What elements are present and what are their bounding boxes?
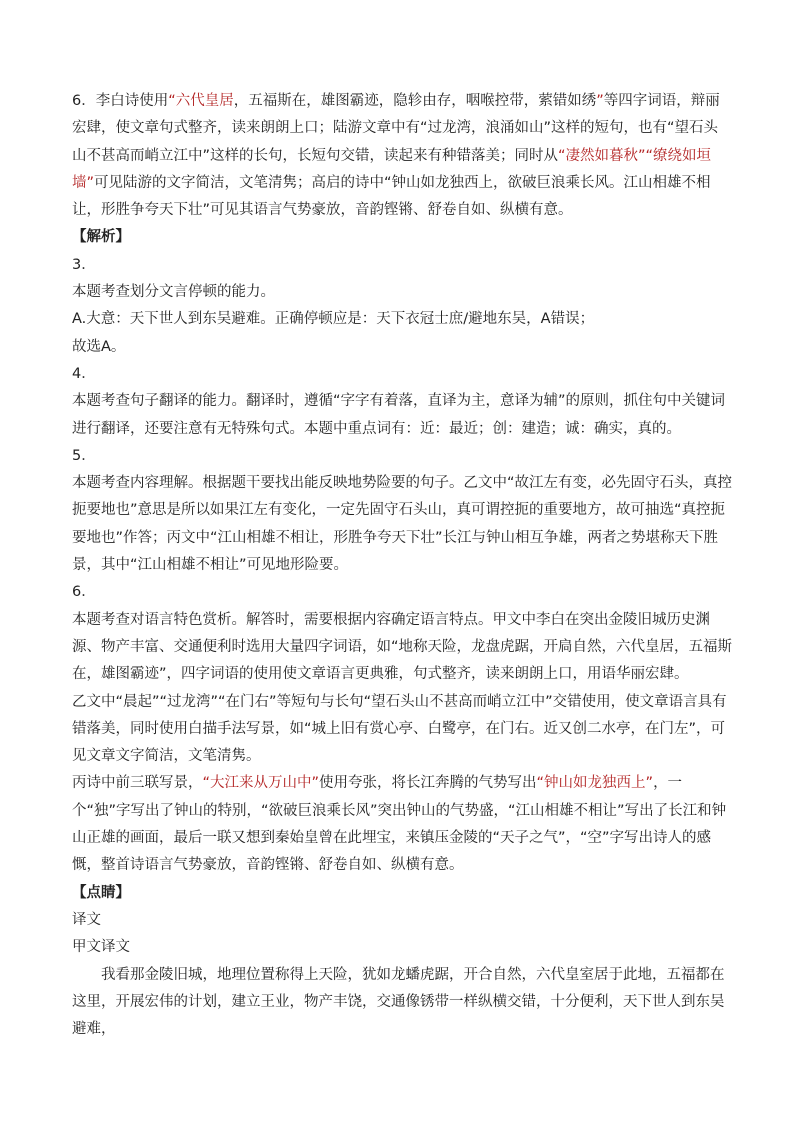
q6-summary-text: 6．李白诗使用 [72, 93, 169, 109]
q6-summary-paragraph [72, 88, 732, 224]
q3-line: 本题考查划分文言停顿的能力。 [72, 284, 275, 301]
translation-text: 我看那金陵旧城，地理位置称得上天险，犹如龙蟠虎踞，开合自然，六代皇室居于此地，五福都在这里，开展宏伟的计划，建立王业，物产丰饶，交通像锈带一样纵横交错，十分便利，天下世人到东吴避难， [72, 966, 725, 1038]
q6-p3-text: 丙诗中前三联写景， [72, 775, 203, 792]
q6-paragraph-2: 乙文中“晨起”“过龙湾”“在门右”等短句与长句“望石头山不甚高而峭立江中”交错使用，使文章语言具有错落美，同时使用白描手法写景，如“城上旧有赏心亭、白鹭亭，在门右。近又创二水亭，在门左”，可见文章文字简洁，文笔清隽。 [72, 693, 727, 765]
analysis-heading: 【解析】 [72, 229, 130, 246]
q3-line: 故选A。 [72, 338, 126, 355]
q5-number: 5． [72, 447, 96, 464]
q6-summary-quote: “凄然如暮秋”“缭绕如垣墙” [72, 147, 712, 191]
q4-text: 本题考查句子翻译的能力。翻译时，遵循“字字有着落，直译为主，意译为辅”的原则，抓住句中关键词进行翻译，还要注意有无特殊句式。本题中重点词有：近：最近；创：建造；诚：确实，真的。 [72, 393, 726, 437]
q6-p3-text: ，一个“独”字写出了钟山的特别，“欲破巨浪乘长风”突出钟山的气势盛，“江山相雄不相让”写出了长江和钟山正雄的画面，最后一联又想到秦始皇曾在此埋宝，来镇压金陵的“天子之气”，“空”字写出诗人的感慨，整首诗语言气势豪放，音韵铿锵、舒卷自如、纵横有意。 [72, 775, 727, 874]
q6-p3-quote: “大江来从万山中” [202, 775, 320, 792]
q6-paragraph-1: 本题考查对语言特色赏析。解答时，需要根据内容确定语言特点。甲文中李白在突出金陵旧城历史渊源、物产丰富、交通便利时选用大量四字词语，如“地称天险，龙盘虎踞，开扃自然，六代皇居，五福斯在，雄图霸迹”，四字词语的使用使文章语言更典雅，句式整齐，读来朗朗上口，用语华丽宏肆。 [72, 611, 733, 683]
q6-p3-quote: “钟山如龙独西上” [536, 775, 654, 792]
comment-heading: 【点睛】 [72, 884, 130, 901]
q6-number: 6． [72, 584, 96, 601]
translation-title: 译文 [72, 911, 101, 928]
q5-text: 本题考查内容理解。根据题干要找出能反映地势险要的句子。乙文中“故江左有变，必先固守石头，真控扼要地也”意思是所以如果江左有变化，一定先固守石头山，真可谓控扼的重要地方，故可抽选“真控扼要地也”作答；丙文中“江山相雄不相让，形胜争夸天下壮”长江与钟山相互争雄，两者之势堪称天下胜景，其中“江山相雄不相让”可见地形险要。 [72, 475, 733, 574]
q6-summary-quote: ” [596, 93, 604, 109]
q6-summary-text: ，五福斯在，雄图霸迹，隐轸由存，咽喉控带，萦错如绣 [233, 93, 597, 109]
q6-summary-text: 等四字词语，辩丽宏肆，使文章句式整齐，读来朗朗上口；陆游文章中有“过龙湾，浪涌如山”这样的短句，也有“望石头山不甚高而峭立江中”这样的长句，长短句交错，读起来有种错落美；同时从 [72, 93, 720, 164]
q3-number: 3． [72, 256, 96, 273]
q6-summary-text: 可见陆游的文字简洁，文笔清隽；高启的诗中“钟山如龙独西上，欲破巨浪乘长风。江山相雄不相让，形胜争夸天下壮”可见其语言气势豪放，音韵铿锵、舒卷自如、纵横有意。 [72, 174, 711, 219]
q4-number: 4． [72, 365, 96, 382]
document-page [72, 88, 732, 1043]
q6-p3-text: 使用夸张，将长江奔腾的气势写出 [319, 775, 537, 792]
q6-summary-quote: “六代皇居 [168, 93, 234, 109]
translation-subtitle: 甲文译文 [72, 939, 130, 956]
q3-line: A.大意：天下世人到东吴避难。正确停顿应是：天下衣冠士庶/避地东吴，A错误； [72, 311, 595, 328]
q6-paragraph-3 [72, 770, 732, 879]
